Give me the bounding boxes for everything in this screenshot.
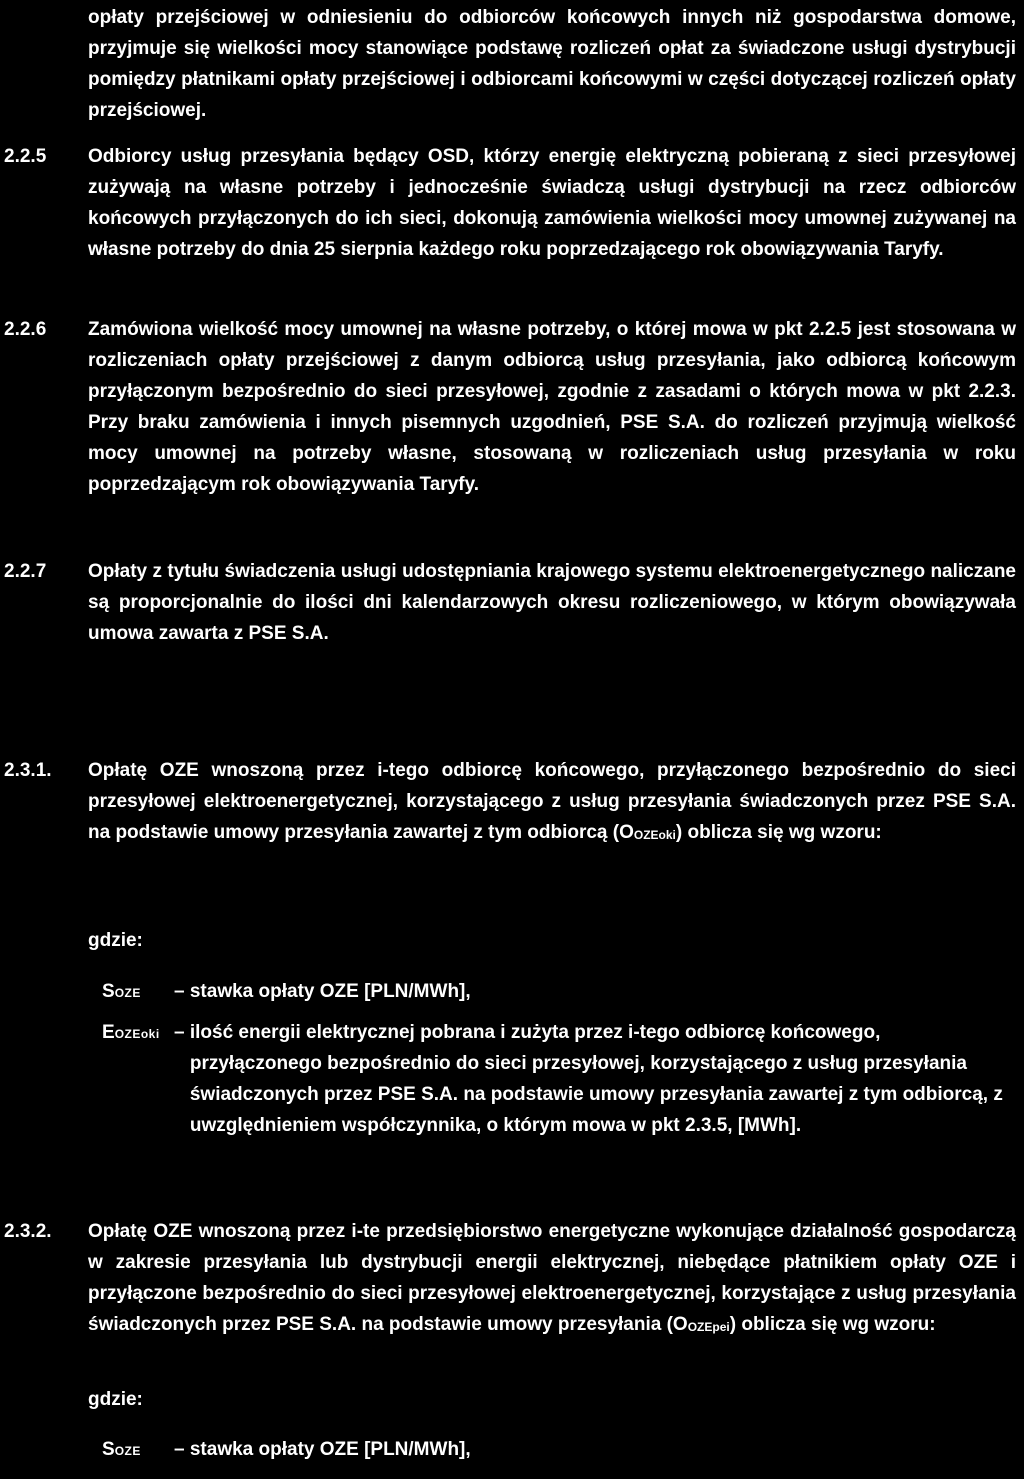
section-number-2-3-1: 2.3.1. bbox=[4, 760, 52, 781]
section-number-2-2-6: 2.2.6 bbox=[4, 319, 47, 340]
section-number-2-3-2: 2.3.2. bbox=[4, 1221, 52, 1242]
section-number-2-2-7: 2.2.7 bbox=[4, 561, 47, 582]
section-text-2-3-1: Opłatę OZE wnoszoną przez i-tego odbiorcę końcowego, przyłączonego bezpośrednio do sieci przesyłowej elektroenergetycznej, korzystającego z usług przesyłania świadczonych przez PSE S.A. na podstawie umowy przesyłania zawartej z tym odbiorcą (OOZEoki) oblicza się wg wzoru: bbox=[88, 760, 1016, 843]
symbol-s-oze-2: SOZE bbox=[102, 1439, 141, 1460]
section-number-2-2-5: 2.2.5 bbox=[4, 146, 47, 167]
where-label-2: gdzie: bbox=[88, 1389, 143, 1410]
definition-s-oze-1: – stawka opłaty OZE [PLN/MWh], bbox=[174, 981, 471, 1002]
section-text-2-2-5: Odbiorcy usług przesyłania będący OSD, którzy energię elektryczną pobieraną z sieci przesyłowej zużywają na własne potrzeby i jednocześnie świadczą usługi dystrybucji na rzecz odbiorców końcowych przyłączonych do ich sieci, dokonują zamówienia wielkości mocy umownej zużywanej na własne potrzeby do dnia 25 sierpnia każdego roku poprzedzającego rok obowiązywania Taryfy. bbox=[88, 146, 1016, 260]
section-text-2-2-7: Opłaty z tytułu świadczenia usługi udostępniania krajowego systemu elektroenergetycznego naliczane są proporcjonalnie do ilości dni kalendarzowych okresu rozliczeniowego, w którym obowiązywała umowa zawarta z PSE S.A. bbox=[88, 561, 1016, 644]
definition-e-ozeoki: – ilość energii elektrycznej pobrana i zużyta przez i-tego odbiorcę końcowego, przyłączonego bezpośrednio do sieci przesyłowej, korzystającego z usług przesyłania świadczonych przez PSE S.A. na podstawie umowy przesyłania zawartej z tym odbiorcą, z uwzględnieniem współczynnika, o którym mowa w pkt 2.3.5, [MWh]. bbox=[174, 1022, 1003, 1136]
subscript-ozeoki: OZEoki bbox=[633, 828, 676, 842]
subscript-ozepei: OZEpei bbox=[687, 1320, 730, 1334]
intro-paragraph: opłaty przejściowej w odniesieniu do odbiorców końcowych innych niż gospodarstwa domowe, przyjmuje się wielkości mocy stanowiące podstawę rozliczeń opłat za świadczone usługi dystrybucji pomiędzy płatnikami opłaty przejściowej i odbiorcami końcowymi w części dotyczącej rozliczeń opłaty przejściowej. bbox=[88, 7, 1016, 121]
section-text-2-3-2: Opłatę OZE wnoszoną przez i-te przedsiębiorstwo energetyczne wykonujące działalność gospodarczą w zakresie przesyłania lub dystrybucji energii elektrycznej, niebędące płatnikiem opłaty OZE i przyłączone bezpośrednio do sieci przesyłowej elektroenergetycznej, korzystające z usług przesyłania świadczonych przez PSE S.A. na podstawie umowy przesyłania (OOZEpei) oblicza się wg wzoru: bbox=[88, 1221, 1016, 1335]
definition-s-oze-2: – stawka opłaty OZE [PLN/MWh], bbox=[174, 1439, 471, 1460]
section-text-2-2-6: Zamówiona wielkość mocy umownej na własne potrzeby, o której mowa w pkt 2.2.5 jest stosowana w rozliczeniach opłaty przejściowej z danym odbiorcą usług przesyłania, jako odbiorcą końcowym przyłączonym bezpośrednio do sieci przesyłowej, zgodnie z zasadami o których mowa w pkt 2.2.3. Przy braku zamówienia i innych pisemnych uzgodnień, PSE S.A. do rozliczeń przyjmują wielkość mocy umownej na potrzeby własne, stosowaną w rozliczeniach usług przesyłania w roku poprzedzającym rok obowiązywania Taryfy. bbox=[88, 319, 1016, 495]
symbol-e-ozeoki: EOZEoki bbox=[102, 1022, 160, 1043]
symbol-s-oze-1: SOZE bbox=[102, 981, 141, 1002]
where-label-1: gdzie: bbox=[88, 930, 143, 951]
